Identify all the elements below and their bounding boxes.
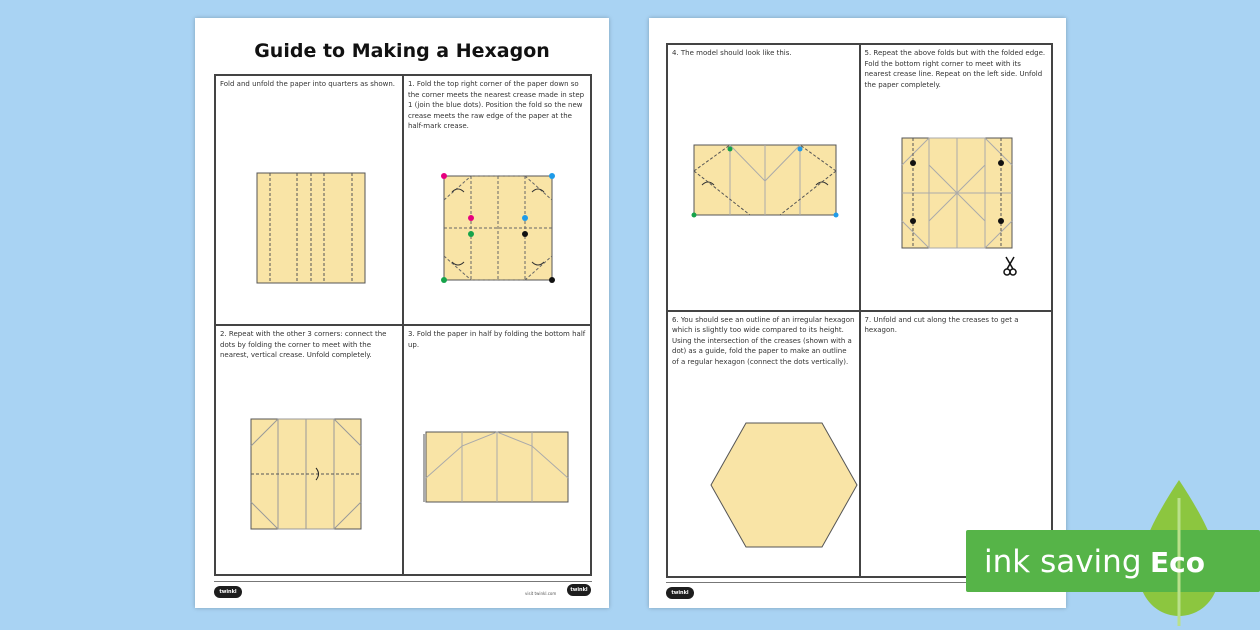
footer-rule (214, 581, 592, 582)
step-text: 1. Fold the top right corner of the paper down so the corner meets the nearest crease made in step 1 (join the blue dots). Position the fold so the new crease meets the raw edge of the paper at the half-mark crease. (408, 80, 585, 130)
step-text: Fold and unfold the paper into quarters as shown. (220, 80, 395, 88)
step-text: 3. Fold the paper in half by folding the bottom half up. (408, 330, 586, 349)
step-cell-6 (667, 311, 860, 578)
hexagon-diagram (710, 422, 858, 548)
step-text: 2. Repeat with the other 3 corners: connect the dots by folding the corner to meet with the nearest, vertical crease. Unfold completely. (220, 330, 387, 359)
site-label: visit twinkl.com (525, 591, 557, 596)
eco-label: Eco (1150, 546, 1205, 579)
twinkl-logo: twinkl (214, 586, 242, 598)
scissors-icon (1003, 255, 1017, 277)
model-diagram (690, 141, 840, 219)
corner-fold-diagram (438, 170, 558, 286)
step-text: 4. The model should look like this. (672, 49, 792, 57)
twinkl-logo: twinkl (666, 587, 694, 599)
step-text: 6. You should see an outline of an irregular hexagon which is slightly too wide compared to its height. Using the intersection of the creases (shown with a dot) as a guide, fold the paper to make an outline of a regular hexagon (connect the dots vertically). (672, 315, 855, 366)
twinkl-logo-small: twinkl (567, 584, 591, 596)
ink-saving-label: ink saving (984, 544, 1142, 580)
steps-grid (214, 74, 592, 576)
worksheet-page-1 (195, 18, 609, 608)
step-cell-intro (215, 75, 403, 325)
step-cell-2 (215, 325, 403, 575)
ink-saving-eco-badge (966, 468, 1260, 630)
step-text: 7. Unfold and cut along the creases to get a hexagon. (864, 315, 1019, 334)
step-cell-4 (667, 44, 860, 311)
unfolded-creases-diagram (250, 418, 362, 530)
page-title: Guide to Making a Hexagon (254, 40, 550, 62)
dots-diagram (901, 137, 1013, 249)
step-cell-1 (403, 75, 591, 325)
half-folded-diagram (422, 430, 570, 504)
step-text: 5. Repeat the above folds but with the folded edge. Fold the bottom right corner to meet with its nearest crease line. Repeat on the left side. Unfold the paper completely. (864, 49, 1046, 89)
quartered-paper-diagram (256, 172, 366, 284)
step-cell-5 (860, 44, 1053, 311)
step-cell-3 (403, 325, 591, 575)
